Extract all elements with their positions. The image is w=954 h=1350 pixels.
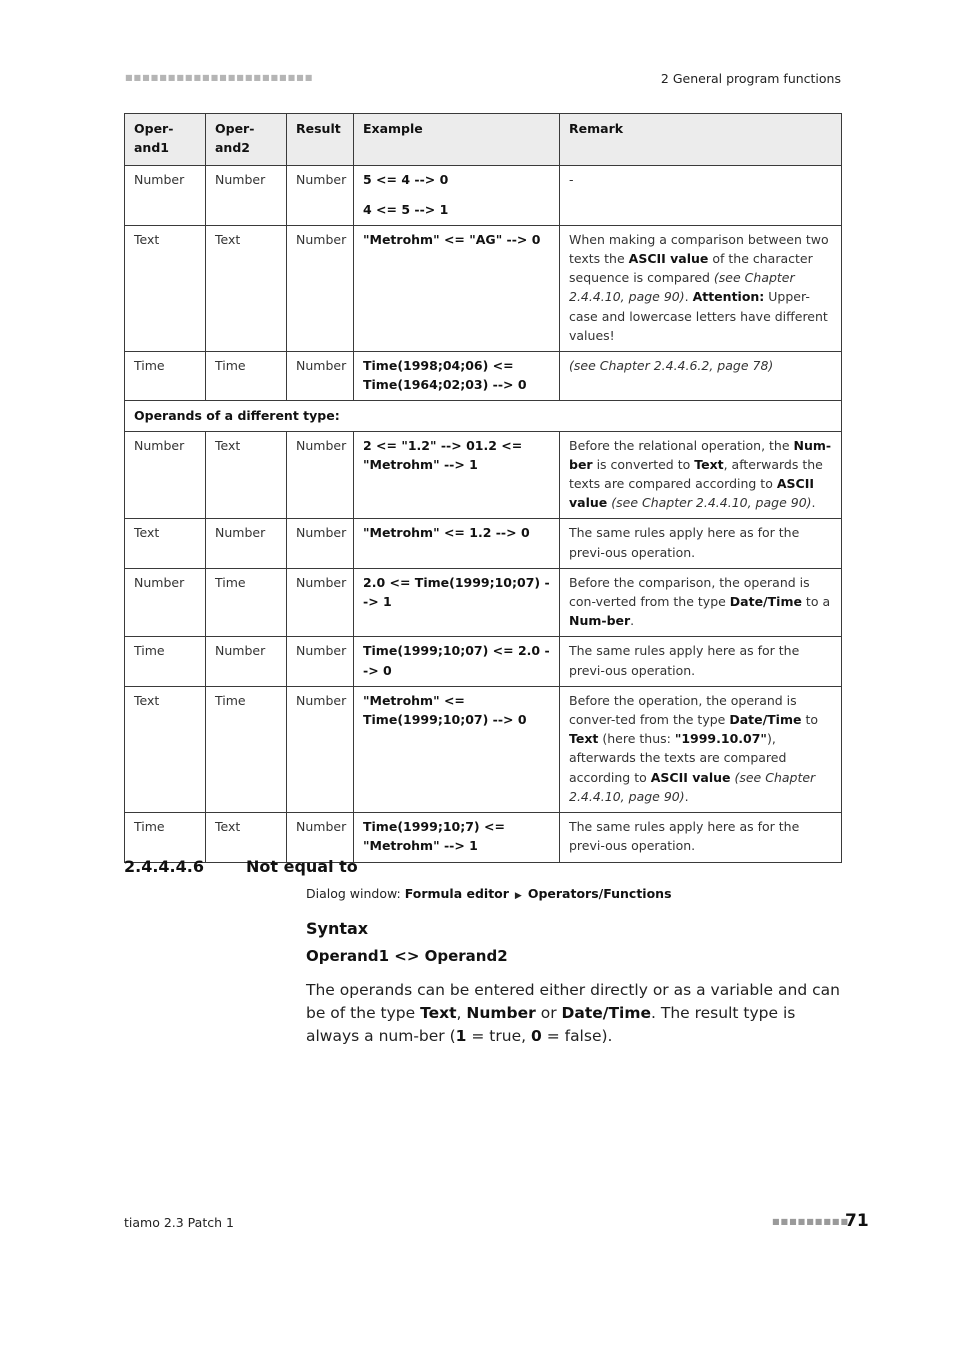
cell-operand1: Number — [125, 568, 206, 637]
cell-operand1: Text — [125, 519, 206, 568]
table-row — [125, 686, 842, 812]
section-heading — [124, 857, 358, 876]
table-row — [125, 166, 842, 225]
table-row — [125, 431, 842, 519]
cell-remark: The same rules apply here as for the previ-ous operation. — [560, 637, 842, 686]
cell-result: Number — [287, 568, 354, 637]
footer-product: tiamo 2.3 Patch 1 — [124, 1215, 234, 1230]
cell-operand1: Number — [125, 166, 206, 225]
table-row — [125, 637, 842, 686]
cell-operand1: Number — [125, 431, 206, 519]
cell-result: Number — [287, 225, 354, 351]
cell-example: 2 <= "1.2" --> 01.2 <= "Metrohm" --> 1 — [354, 431, 560, 519]
header-decoration: ■■■■■■■■■■■■■■■■■■■■■■ — [125, 73, 314, 82]
cell-operand1: Text — [125, 686, 206, 812]
operators-table — [124, 113, 842, 863]
running-header: 2 General program functions — [660, 71, 841, 86]
section-title: Not equal to — [246, 857, 358, 876]
cell-example: "Metrohm" <= Time(1999;10;07) --> 0 — [354, 686, 560, 812]
col-header-result: Result — [287, 114, 354, 166]
chapter-reference-link[interactable]: (see Chapter 2.4.4.6.2, page 78) — [569, 358, 774, 374]
cell-remark: - — [560, 166, 842, 225]
section-number: 2.4.4.4.6 — [124, 857, 204, 876]
table-row — [125, 225, 842, 351]
col-header-remark: Remark — [560, 114, 842, 166]
cell-result: Number — [287, 813, 354, 862]
cell-example: Time(1999;10;7) <= "Metrohm" --> 1 — [354, 813, 560, 862]
dialog-path-formula-editor: Formula editor — [404, 886, 509, 901]
cell-example: "Metrohm" <= 1.2 --> 0 — [354, 519, 560, 568]
cell-remark: When making a comparison between two texts the ASCII value of the character sequence is compared (see Chapter 2.4.4.10, page 90). Attention: Upper-case and lowercase letters have different values! — [560, 225, 842, 351]
description-paragraph: The operands can be entered either directly or as a variable and can be of the type Text, Number or Date/Time. The result type is always a num-ber (1 = true, 0 = false). — [306, 981, 840, 1045]
dialog-window-path: Dialog window: Formula editor ▶ Operators/Functions — [306, 886, 672, 901]
cell-operand2: Number — [206, 166, 287, 225]
chapter-reference-link[interactable]: (see Chapter 2.4.4.10, page 90) — [569, 270, 795, 305]
cell-operand1: Time — [125, 637, 206, 686]
chapter-reference-link[interactable]: (see Chapter 2.4.4.10, page 90) — [611, 495, 812, 511]
section-label: Operands of a different type: — [125, 401, 842, 431]
cell-remark: Before the operation, the operand is conver-ted from the type Date/Time to Text (here thus: "1999.10.07"), afterwards the texts are compared according to ASCII value (see Chapter 2.4.4.10, page 90). — [560, 686, 842, 812]
cell-operand2: Text — [206, 225, 287, 351]
cell-remark: Before the relational operation, the Num-ber is converted to Text, afterwards the texts are compared according to ASCII value (see Chapter 2.4.4.10, page 90). — [560, 431, 842, 519]
table-row — [125, 352, 842, 401]
cell-example: "Metrohm" <= "AG" --> 0 — [354, 225, 560, 351]
cell-operand1: Text — [125, 225, 206, 351]
cell-remark: The same rules apply here as for the previ-ous operation. — [560, 813, 842, 862]
cell-remark — [560, 352, 842, 401]
footer-decoration: ■■■■■■■■■ — [772, 1217, 850, 1226]
cell-operand2: Number — [206, 637, 287, 686]
cell-result: Number — [287, 686, 354, 812]
cell-operand1: Time — [125, 813, 206, 862]
cell-operand2: Number — [206, 519, 287, 568]
table-row — [125, 568, 842, 637]
syntax-line: Operand1 <> Operand2 — [306, 947, 508, 965]
cell-operand1: Time — [125, 352, 206, 401]
triangle-right-icon: ▶ — [514, 891, 522, 901]
cell-remark: Before the comparison, the operand is con-verted from the type Date/Time to a Num-ber. — [560, 568, 842, 637]
cell-example: Time(1998;04;06) <= Time(1964;02;03) --> 0 — [354, 352, 560, 401]
cell-example: 5 <= 4 --> 0 4 <= 5 --> 1 — [354, 166, 560, 225]
cell-operand2: Time — [206, 568, 287, 637]
cell-result: Number — [287, 431, 354, 519]
dialog-path-operators: Operators/Functions — [527, 886, 672, 901]
cell-operand2: Time — [206, 352, 287, 401]
table-row — [125, 519, 842, 568]
cell-example: 2.0 <= Time(1999;10;07) --> 1 — [354, 568, 560, 637]
cell-operand2: Text — [206, 813, 287, 862]
cell-result: Number — [287, 637, 354, 686]
col-header-example: Example — [354, 114, 560, 166]
table-header-row — [125, 114, 842, 166]
col-header-operand1: Oper- and1 — [125, 114, 206, 166]
cell-result: Number — [287, 166, 354, 225]
cell-operand2: Text — [206, 431, 287, 519]
cell-operand2: Time — [206, 686, 287, 812]
page-number: 71 — [845, 1211, 869, 1231]
table-row — [125, 813, 842, 862]
section-row — [125, 401, 842, 431]
cell-remark: The same rules apply here as for the previ-ous operation. — [560, 519, 842, 568]
cell-example: Time(1999;10;07) <= 2.0 --> 0 — [354, 637, 560, 686]
cell-result: Number — [287, 519, 354, 568]
chapter-reference-link[interactable]: (see Chapter 2.4.4.10, page 90) — [569, 769, 816, 804]
col-header-operand2: Oper- and2 — [206, 114, 287, 166]
syntax-heading: Syntax — [306, 919, 369, 938]
cell-result: Number — [287, 352, 354, 401]
